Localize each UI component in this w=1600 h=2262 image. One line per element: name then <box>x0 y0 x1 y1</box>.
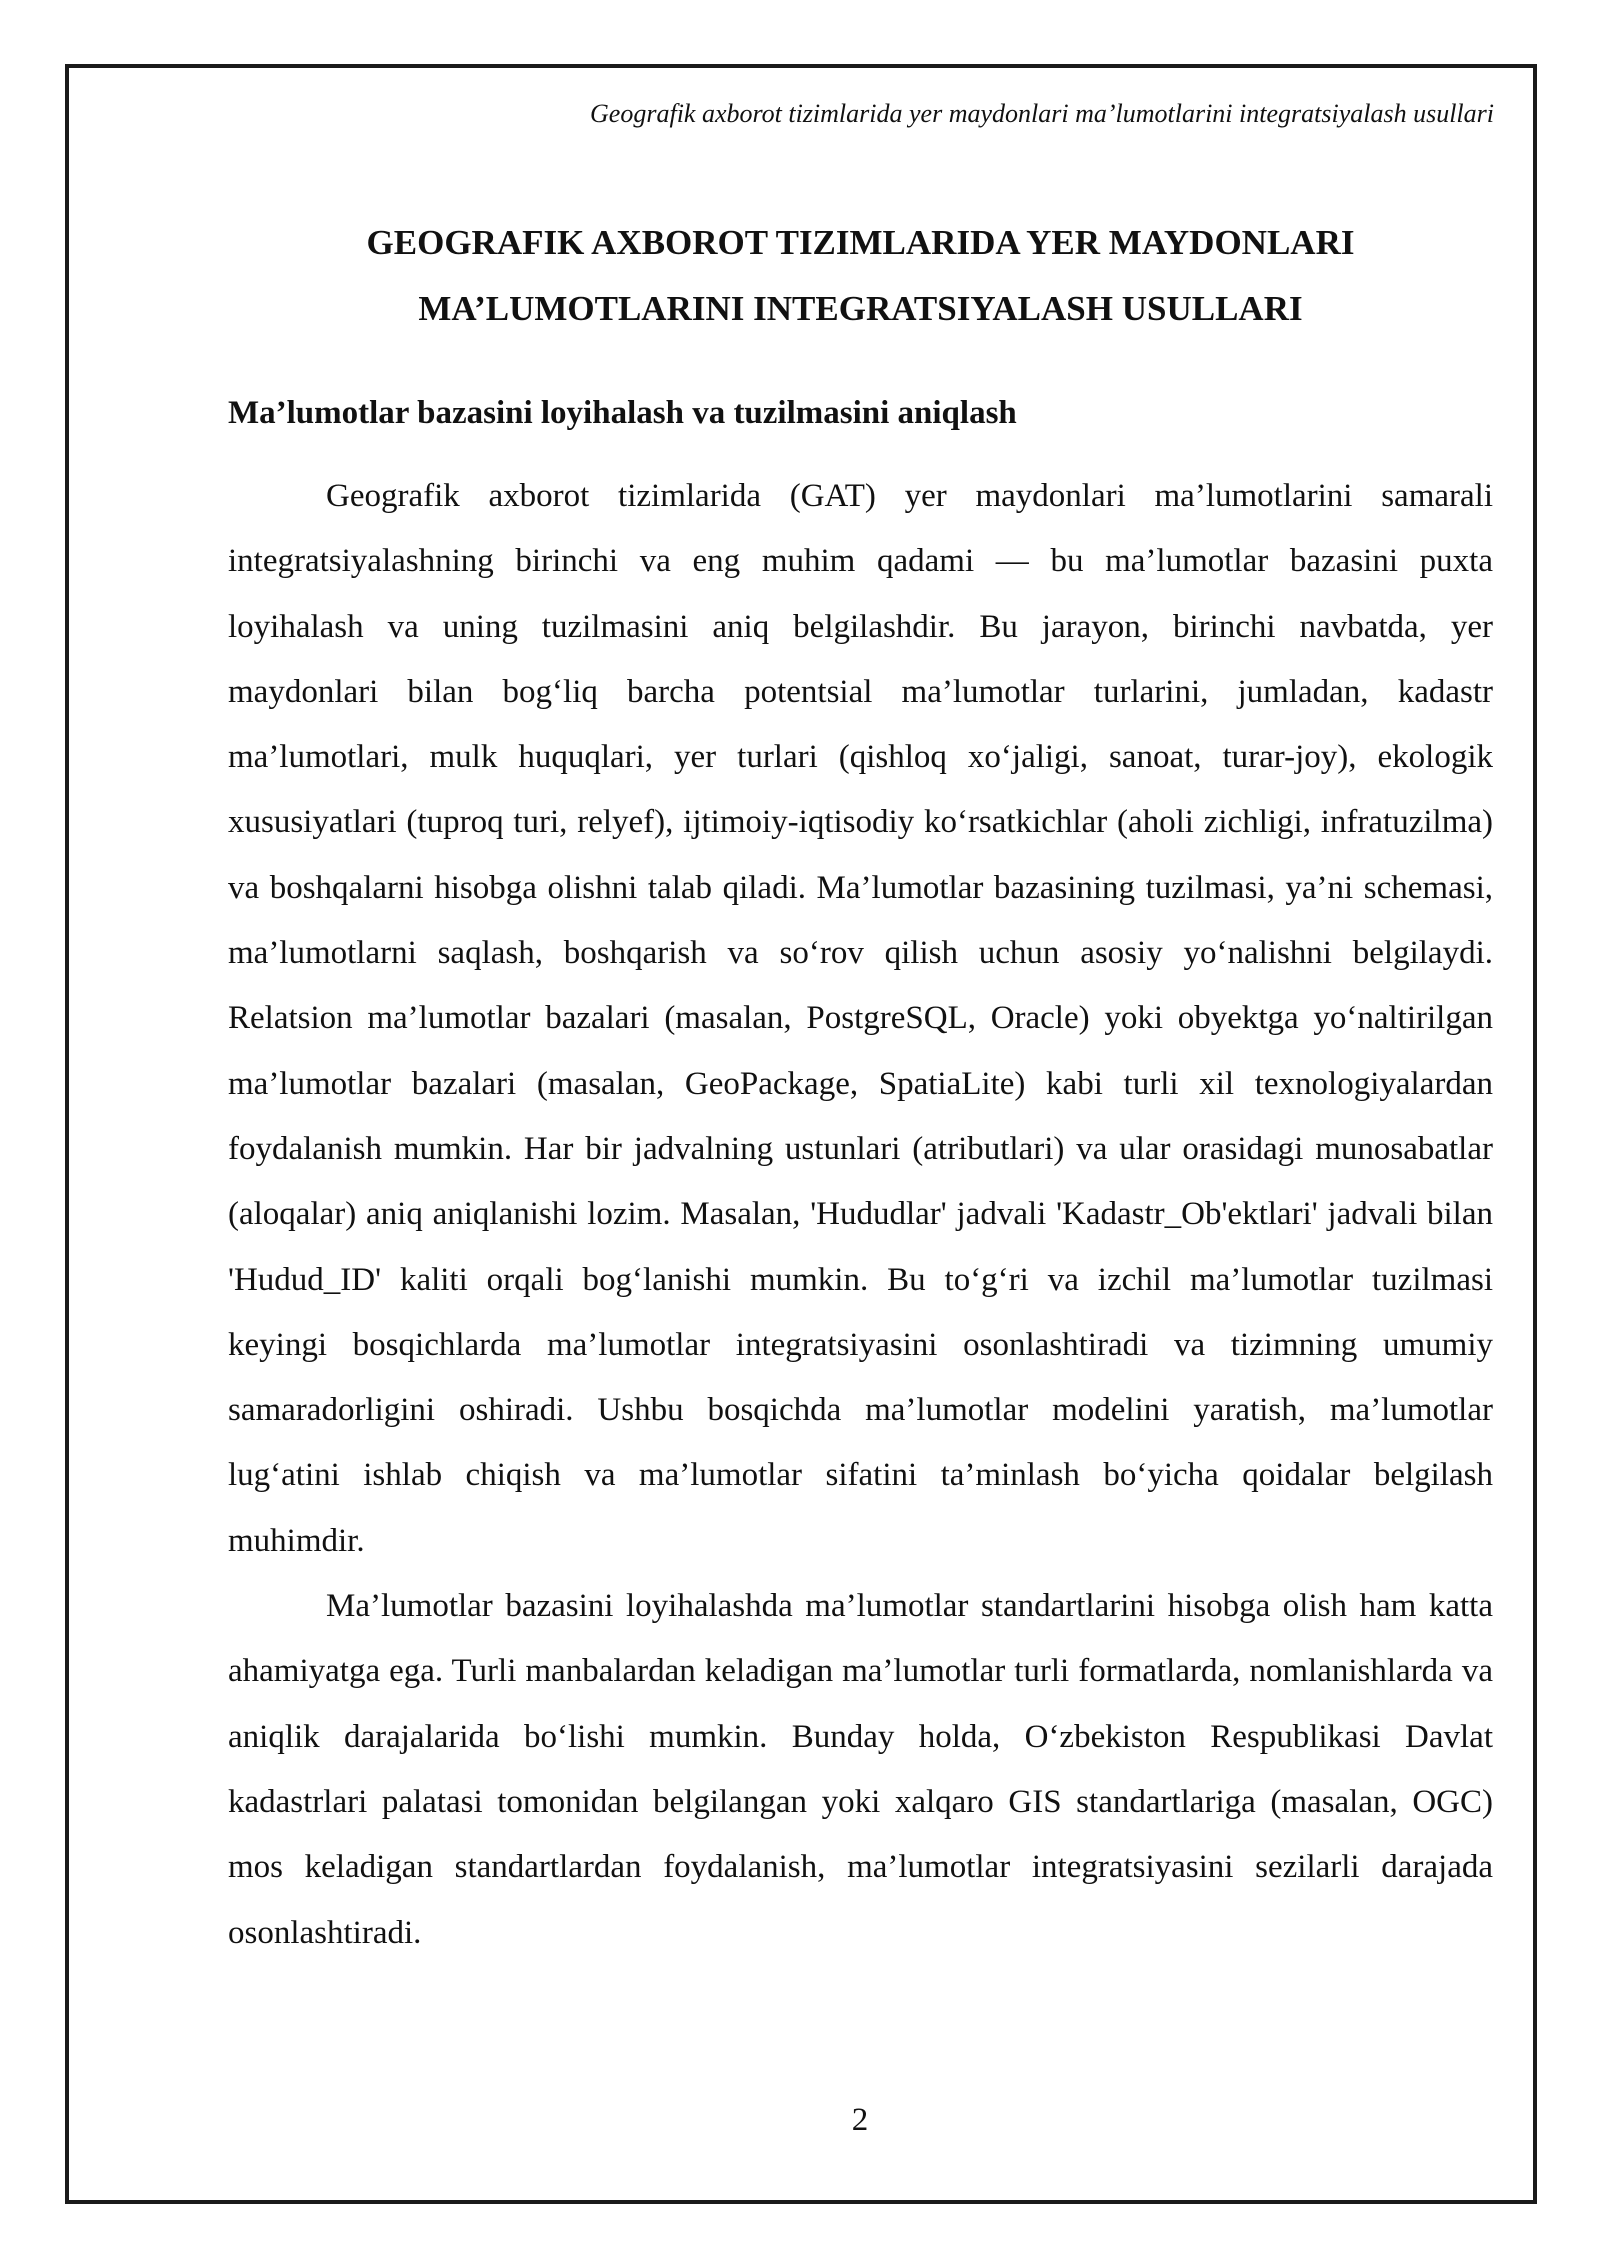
paragraph: Geografik axborot tizimlarida (GAT) yer maydonlari ma’lumotlarini samarali integratsiyalashning birinchi va eng muhim qadami — bu ma’lumotlar bazasini puxta loyihalash va uning tuzilmasini aniq belgilashdir. Bu jarayon, birinchi navbatda, yer maydonlari bilan bog‘liq barcha potentsial ma’lumotlar turlarini, jumladan, kadastr ma’lumotlari, mulk huquqlari, yer turlari (qishloq xo‘jaligi, sanoat, turar-joy), ekologik xususiyatlari (tuproq turi, relyef), ijtimoiy-iqtisodiy ko‘rsatkichlar (aholi zichligi, infratuzilma) va boshqalarni hisobga olishni talab qiladi. Ma’lumotlar bazasining tuzilmasi, ya’ni schemasi, ma’lumotlarni saqlash, boshqarish va so‘rov qilish uchun asosiy yo‘nalishni belgilaydi. Relatsion ma’lumotlar bazalari (masalan, PostgreSQL, Oracle) yoki obyektga yo‘naltirilgan ma’lumotlar bazalari (masalan, GeoPackage, SpatiaLite) kabi turli xil texnologiyalardan foydalanish mumkin. Har bir jadvalning ustunlari (atributlari) va ular orasidagi munosabatlar (aloqalar) aniq aniqlanishi lozim. Masalan, 'Hududlar' jadvali 'Kadastr_Ob'ektlari' jadvali bilan 'Hudud_ID' kaliti orqali bog‘lanishi mumkin. Bu to‘g‘ri va izchil ma’lumotlar tuzilmasi keyingi bosqichlarda ma’lumotlar integratsiyasini osonlashtiradi va tizimning umumiy samaradorligini oshiradi. Ushbu bosqichda ma’lumotlar modelini yaratish, ma’lumotlar lug‘atini ishlab chiqish va ma’lumotlar sifatini ta’minlash bo‘yicha qoidalar belgilash muhimdir. <box>228 478 1493 1559</box>
section-heading: Ma’lumotlar bazasini loyihalash va tuzilmasini aniqlash <box>228 395 1017 431</box>
page-number: 2 <box>851 2102 869 2138</box>
document-title <box>228 210 1493 342</box>
document-title-line-1: GEOGRAFIK AXBOROT TIZIMLARIDA YER MAYDONLARI <box>366 223 1355 262</box>
paragraph: Ma’lumotlar bazasini loyihalashda ma’lumotlar standartlarini hisobga olish ham katta ahamiyatga ega. Turli manbalardan keladigan ma’lumotlar turli formatlarda, nomlanishlarda va aniqlik darajalarida bo‘lishi mumkin. Bunday holda, O‘zbekiston Respublikasi Davlat kadastrlari palatasi tomonidan belgilangan yoki xalqaro GIS standartlariga (masalan, OGC) mos keladigan standartlardan foydalanish, ma’lumotlar integratsiyasini sezilarli darajada osonlashtiradi. <box>228 1588 1493 1951</box>
body-text <box>228 464 1493 1966</box>
document-title-line-2: MA’LUMOTLARINI INTEGRATSIYALASH USULLARI <box>418 289 1303 328</box>
running-header: Geografik axborot tizimlarida yer maydonlari ma’lumotlarini integratsiyalash usullari <box>590 99 1494 128</box>
